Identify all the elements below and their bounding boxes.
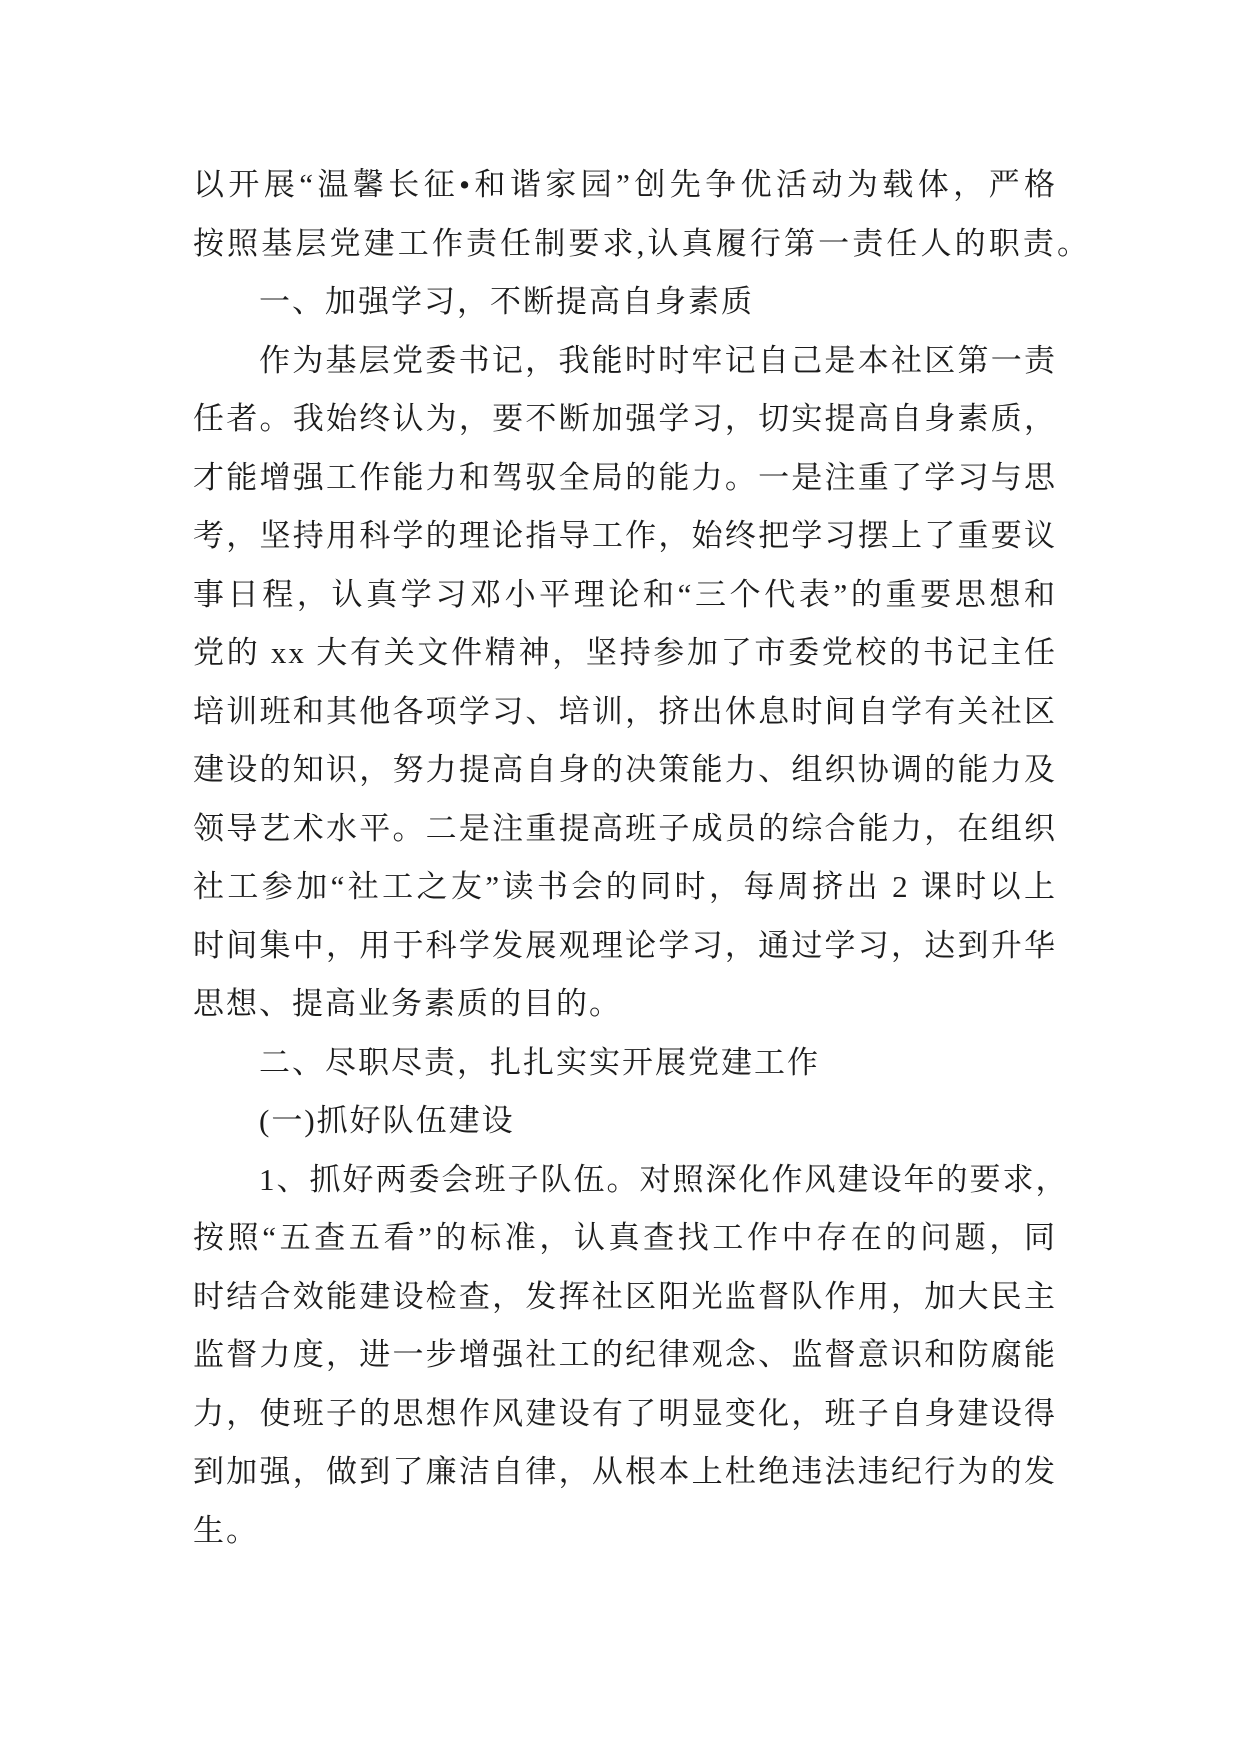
section-heading	[193, 1034, 1103, 1093]
text-line: 时结合效能建设检查，发挥社区阳光监督队作用，加大民主	[193, 1278, 1057, 1314]
text-line: 时间集中，用于科学发展观理论学习，通过学习，达到升华	[193, 927, 1057, 963]
subsection-heading-text: (一)抓好队伍建设	[259, 1103, 515, 1138]
text-line: 按照“五查五看”的标准，认真查找工作中存在的问题，同	[193, 1220, 1057, 1255]
text-line: 按照基层党建工作责任制要求,认真履行第一责任人的职责。	[193, 225, 1090, 261]
section-heading-text: 二、尽职尽责，扎扎实实开展党建工作	[259, 1044, 820, 1080]
text-line: 建设的知识，努力提高自身的决策能力、组织协调的能力及	[193, 752, 1057, 787]
paragraph-intro	[193, 156, 1103, 273]
paragraph-study	[193, 332, 1103, 1034]
text-line: 党的 xx 大有关文件精神，坚持参加了市委党校的书记主任	[193, 635, 1057, 670]
text-line: 1、抓好两委会班子队伍。对照深化作风建设年的要求，	[259, 1161, 1069, 1197]
text-line: 培训班和其他各项学习、培训，挤出休息时间自学有关社区	[193, 693, 1057, 729]
text-line: 才能增强工作能力和驾驭全局的能力。一是注重了学习与思	[193, 459, 1057, 495]
text-line: 领导艺术水平。二是注重提高班子成员的综合能力，在组织	[193, 810, 1057, 846]
text-line: 监督力度，进一步增强社工的纪律观念、监督意识和防腐能	[193, 1337, 1057, 1372]
text-line: 事日程，认真学习邓小平理论和“三个代表”的重要思想和	[193, 576, 1057, 612]
text-line: 社工参加“社工之友”读书会的同时，每周挤出 2 课时以上	[193, 869, 1057, 904]
text-line: 作为基层党委书记，我能时时牢记自己是本社区第一责	[259, 342, 1057, 378]
text-line: 考，坚持用科学的理论指导工作，始终把学习摆上了重要议	[193, 518, 1057, 553]
document-body	[193, 156, 1103, 1560]
text-line: 生。	[193, 1512, 259, 1548]
text-line: 思想、提高业务素质的目的。	[193, 986, 622, 1021]
text-line: 到加强，做到了廉洁自律，从根本上杜绝违法违纪行为的发	[193, 1454, 1057, 1489]
subsection-heading	[193, 1092, 1103, 1151]
text-line: 力，使班子的思想作风建设有了明显变化，班子自身建设得	[193, 1395, 1057, 1431]
paragraph-team-building	[193, 1151, 1103, 1561]
text-line: 任者。我始终认为，要不断加强学习，切实提高自身素质，	[193, 401, 1057, 436]
text-line: 以开展“温馨长征•和谐家园”创先争优活动为载体，严格	[193, 167, 1057, 202]
section-heading-text: 一、加强学习，不断提高自身素质	[259, 284, 754, 319]
section-heading	[193, 273, 1103, 332]
